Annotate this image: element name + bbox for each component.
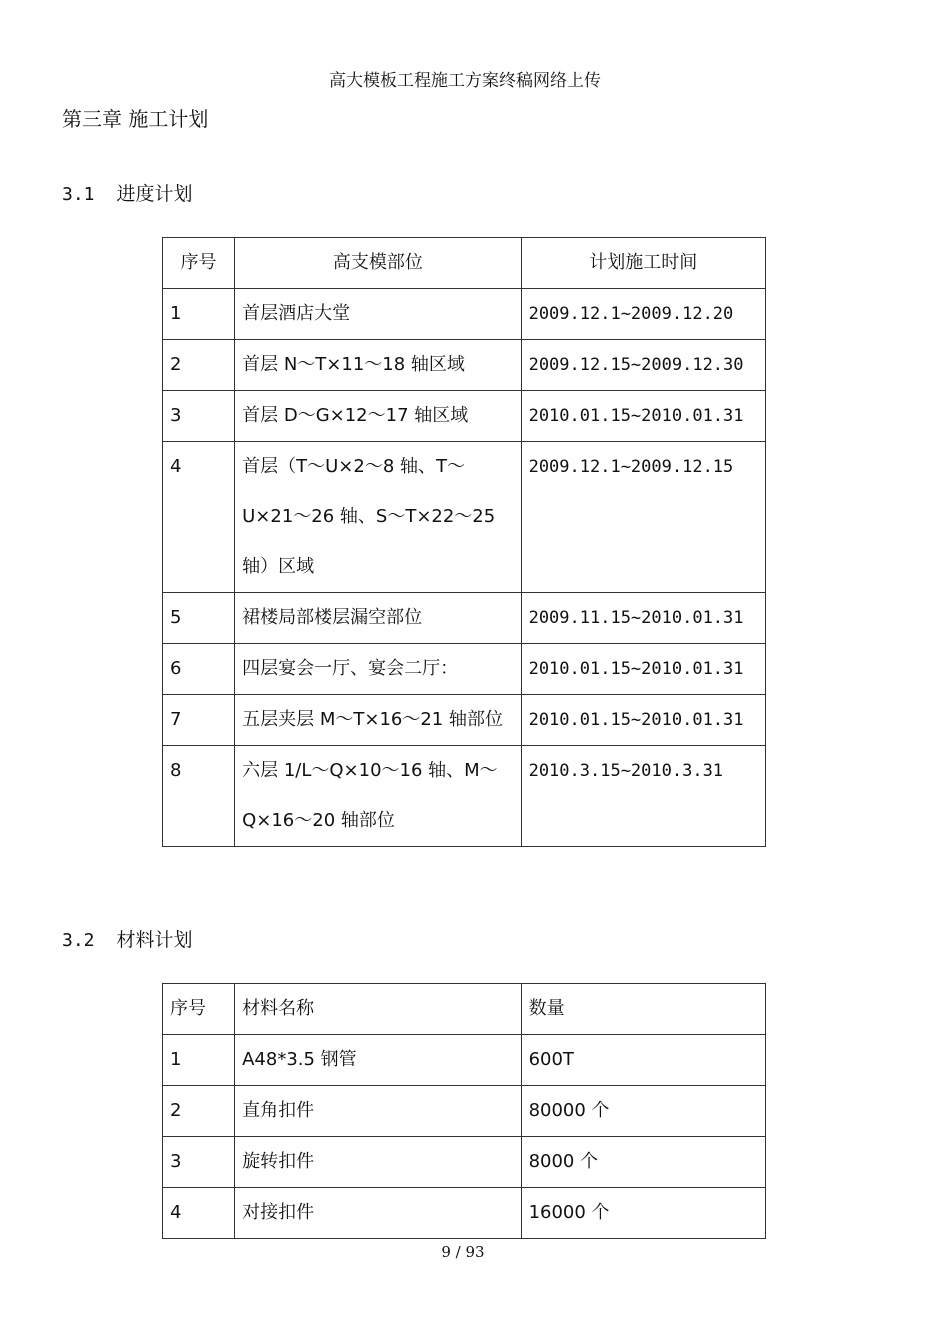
row-number: 2 — [163, 1086, 235, 1137]
table-row — [163, 644, 766, 695]
row-number: 6 — [163, 644, 235, 695]
row-number: 3 — [163, 1137, 235, 1188]
material-name-cell: 旋转扣件 — [235, 1137, 521, 1188]
row-number: 1 — [163, 1035, 235, 1086]
location-cell: 首层酒店大堂 — [235, 289, 521, 340]
time-cell: 2009.12.1~2009.12.15 — [521, 442, 765, 593]
table-row — [163, 391, 766, 442]
section-number: 3.1 — [62, 184, 95, 205]
table-row — [163, 1086, 766, 1137]
quantity-cell: 8000 个 — [521, 1137, 765, 1188]
section-label: 材料计划 — [116, 929, 193, 951]
time-cell: 2010.01.15~2010.01.31 — [521, 695, 765, 746]
column-header: 数量 — [521, 984, 765, 1035]
table-row — [163, 1137, 766, 1188]
time-cell: 2009.12.15~2009.12.30 — [521, 340, 765, 391]
table-row — [163, 1035, 766, 1086]
location-cell: 首层 N～T×11～18 轴区域 — [235, 340, 521, 391]
row-number: 3 — [163, 391, 235, 442]
page-header: 高大模板工程施工方案终稿网络上传 — [329, 71, 601, 91]
row-number: 7 — [163, 695, 235, 746]
section-label: 进度计划 — [116, 183, 193, 205]
column-header: 序号 — [163, 984, 235, 1035]
time-cell: 2010.01.15~2010.01.31 — [521, 391, 765, 442]
location-cell: 四层宴会一厅、宴会二厅： — [235, 644, 521, 695]
schedule-table — [162, 237, 766, 847]
row-number: 2 — [163, 340, 235, 391]
material-name-cell: 直角扣件 — [235, 1086, 521, 1137]
quantity-cell: 80000 个 — [521, 1086, 765, 1137]
column-header: 序号 — [163, 238, 235, 289]
row-number: 1 — [163, 289, 235, 340]
table-row — [163, 289, 766, 340]
location-cell: 六层 1/L～Q×10～16 轴、M～Q×16～20 轴部位 — [235, 746, 521, 847]
row-number: 4 — [163, 1188, 235, 1239]
page-number: 9 / 93 — [441, 1243, 485, 1261]
quantity-cell: 600T — [521, 1035, 765, 1086]
time-cell: 2010.3.15~2010.3.31 — [521, 746, 765, 847]
section-title-materials — [62, 925, 193, 952]
row-number: 4 — [163, 442, 235, 593]
column-header: 高支模部位 — [235, 238, 521, 289]
section-title-schedule — [62, 179, 193, 206]
row-number: 8 — [163, 746, 235, 847]
material-name-cell: A48*3.5 钢管 — [235, 1035, 521, 1086]
location-cell: 首层（T～U×2～8 轴、T～U×21～26 轴、S～T×22～25 轴）区域 — [235, 442, 521, 593]
column-header: 材料名称 — [235, 984, 521, 1035]
time-cell: 2009.12.1~2009.12.20 — [521, 289, 765, 340]
table-row — [163, 695, 766, 746]
table-row — [163, 746, 766, 847]
column-header: 计划施工时间 — [521, 238, 765, 289]
time-cell: 2009.11.15~2010.01.31 — [521, 593, 765, 644]
section-number: 3.2 — [62, 930, 95, 951]
chapter-title: 第三章 施工计划 — [62, 107, 209, 131]
location-cell: 首层 D～G×12～17 轴区域 — [235, 391, 521, 442]
table-row — [163, 593, 766, 644]
location-cell: 裙楼局部楼层漏空部位 — [235, 593, 521, 644]
location-cell: 五层夹层 M～T×16～21 轴部位 — [235, 695, 521, 746]
quantity-cell: 16000 个 — [521, 1188, 765, 1239]
table-row — [163, 442, 766, 593]
table-header-row — [163, 984, 766, 1035]
time-cell: 2010.01.15~2010.01.31 — [521, 644, 765, 695]
material-name-cell: 对接扣件 — [235, 1188, 521, 1239]
materials-table — [162, 983, 766, 1239]
table-row — [163, 340, 766, 391]
row-number: 5 — [163, 593, 235, 644]
table-row — [163, 1188, 766, 1239]
table-header-row — [163, 238, 766, 289]
